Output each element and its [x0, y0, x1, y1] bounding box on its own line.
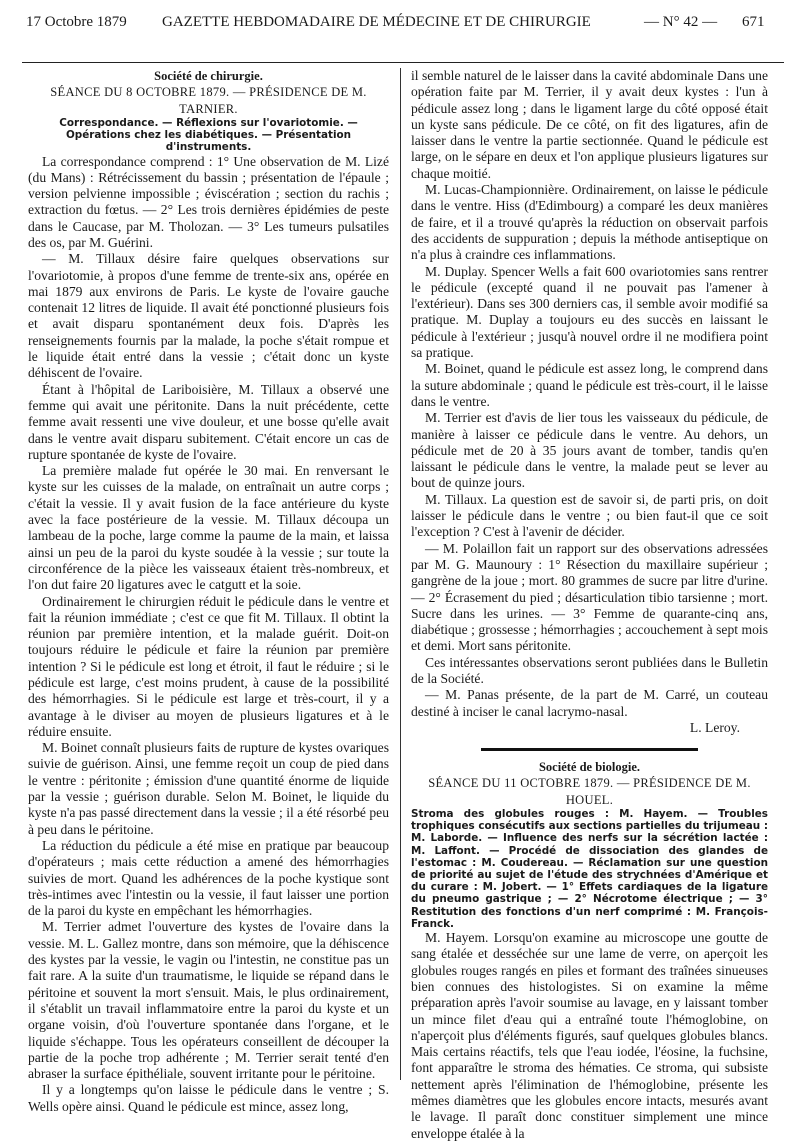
section-title-chirurgie: Société de chirurgie.: [154, 69, 263, 83]
session-summary: Correspondance. — Réflexions sur l'ovariotomie. — Opérations chez les diabétiques. — Présentation d'instruments.: [59, 116, 358, 154]
paragraph: — M. Panas présente, de la part de M. Carré, un couteau destiné à inciser le canal lacrymo-nasal.: [411, 687, 768, 719]
paragraph: La correspondance comprend : 1° Une observation de M. Lizé (du Mans) : Rétrécissement du bassin ; présentation de l'épaule ; version pelvienne impossible ; éviscération ; section du rachis ; extraction du fœtus. — 2° Les trois dernières épidémies de peste dans le Caucase, par M. Tholozan. — 3° Les tumeurs pulsatiles des os, par M. Guérini.: [28, 153, 389, 250]
page-header: [22, 12, 784, 34]
right-column: [411, 68, 768, 1142]
paragraph: M. Boinet, quand le pédicule est assez long, le comprend dans la suture abdominale ; quand le pédicule est très-court, il le laisse dans le ventre.: [411, 361, 768, 409]
paragraph: Étant à l'hôpital de Lariboisière, M. Tillaux a observé une femme qui avait une péritonite. Dans la nuit précédente, cette femme avait ressenti une vive douleur, et une bosse qu'elle avait dans le ventre avait disparu subitement. C'était encore un cas de rupture spontanée de kyste de l'ovaire.: [28, 381, 389, 462]
paragraph: M. Boinet connaît plusieurs faits de rupture de kystes ovariques suivie de guérison. Ainsi, une femme reçoit un coup de pied dans le ventre : péritonite ; émission d'une quantité énorme de liquide par la vessie ; guérison durable. Selon M. Boinet, le liquide du kyste n'a pas passé directement dans la vessie ; il a été résorbé peu à peu dans le péritoine.: [28, 740, 389, 837]
session-summary: Stroma des globules rouges : M. Hayem. — Troubles trophiques consécutifs aux sections partielles du trijumeau : M. Laborde. — Influence des nerfs sur la sécrétion lactée : M. Laffont. — Procédé de dissociation des glandes de l'estomac : M. Coudereau. — Réclamation sur une question de priorité au sujet de l'étude des strychnées d'Amérique et du curare : M. Jobert. — 1° Effets cardiaques de la ligature du pneumo gastrique ; — 2° Nécrotome électrique ; — 3° Restitution des fonctions d'un nerf comprimé : M. François-Franck.: [411, 808, 768, 930]
seance-heading: SÉANCE DU 8 OCTOBRE 1879. — PRÉSIDENCE DE M. TARNIER.: [50, 85, 367, 116]
header-date: 17 Octobre 1879: [26, 14, 127, 30]
header-rule: [22, 62, 784, 63]
section-rule: [481, 748, 698, 751]
paragraph: — M. Polaillon fait un rapport sur des observations adressées par M. G. Maunoury : 1° Résection du maxillaire supérieur ; gangrène de la joue ; mort. 80 grammes de sucre par litre d'urine. — 2° Écrasement du pied ; désarticulation tibio tarsienne ; mort. Sucre dans les urines. — 3° Femme de quarante-cinq ans, diabétique ; grossesse ; hémorrhagies ; accouchement à sept mois et demi. Mort sans péritonite.: [411, 540, 768, 654]
seance-heading: SÉANCE DU 11 OCTOBRE 1879. — PRÉSIDENCE DE M. HOUEL.: [428, 776, 751, 807]
left-column: [28, 68, 389, 1115]
paragraph: M. Hayem. Lorsqu'on examine au microscope une goutte de sang étalée et desséchée sur une lame de verre, on aperçoit les globules rouges rangés en piles et formant des traînées sinueuses bien connues des histologistes. Si on examine la même préparation après l'avoir soumise au lavage, en y laissant tomber un mince filet d'eau qui a entraîné toute l'hémoglobine, on n'aperçoit plus d'éléments figurés, sauf quelques globules blancs. Mais certains réactifs, tels que l'eau iodée, l'éosine, la fuchsine, font apparaître le stroma des hématies. Ce stroma, qui subsiste nettement après l'élimination de l'hémoglobine, présente les mêmes diamètres que les globules encore intacts, mesurés avant le lavage. Il paraît donc constituer simplement une mince enveloppe étalée à la: [411, 930, 768, 1141]
page-number: 671: [742, 14, 765, 30]
column-divider: [400, 68, 401, 1080]
paragraph: Ces intéressantes observations seront publiées dans le Bulletin de la Société.: [411, 654, 768, 686]
issue-number: — N° 42 —: [644, 14, 718, 30]
paragraph: M. Terrier admet l'ouverture des kystes de l'ovaire dans la vessie. M. L. Gallez montre, dans son mémoire, que la déhiscence des kystes par la vessie, le vagin ou l'intestin, ne constitue pas un fait rare. A la suite d'un traumatisme, le liquide se répand dans le péritoine et souvent la mort s'ensuit. Mais, le plus ordinairement, il s'établit un travail inflammatoire entre la paroi du kyste et un organe voisin, d'où l'ouverture spontanée dans l'organe, et le liquide s'échappe. Tous les opérateurs conseillent de découper la partie de la poche trop adhérente ; M. Terrier serait tenté d'en abraser la surface épithéliale, souvent irritante pour le péritoine.: [28, 919, 389, 1082]
paragraph: — M. Tillaux désire faire quelques observations sur l'ovariotomie, à propos d'une femme de trente-six ans, opérée en mai 1879 aux environs de Paris. Le kyste de l'ovaire gauche contenait 12 litres de liquide. Il avait été ponctionné plusieurs fois et avait disparu spontanément deux fois. D'après les renseignements fournis par la malade, la poche s'était rompue et le liquide était entré dans la vessie ; c'était donc un kyste déhiscent de l'ovaire.: [28, 251, 389, 381]
paragraph: M. Lucas-Championnière. Ordinairement, on laisse le pédicule dans le ventre. Hiss (d'Edimbourg) a comparé les deux manières de faire, et il a trouvé qu'après la réduction on observait parfois des accidents de suppuration ; depuis la méthode antiseptique on n'a plus à craindre ces inflammations.: [411, 182, 768, 263]
paragraph: Ordinairement le chirurgien réduit le pédicule dans le ventre et fait la réunion immédiate ; c'est ce que fit M. Tillaux. Il obtint la réunion par première intention, et la malade guérit. Doit-on toujours réduire le pédicule et faire la réunion par première intention ? Si le pédicule est long et étroit, il faut le réduire ; si le pédicule est large, c'est moins prudent, à cause de la possibilité des hémorrhagies. Si le pédicule est large et très-court, il y a avantage à le diviser au moyen de plusieurs ligatures et à le réduire ensuite.: [28, 593, 389, 739]
paragraph: M. Duplay. Spencer Wells a fait 600 ovariotomies sans rentrer le pédicule (excepté quand il ne pouvait pas l'amener à l'extérieur). Dans ses 300 derniers cas, il semble avoir modifié sa pratique. M. Duplay a toujours eu des succès en laissant le pédicule à l'extérieur ; jusqu'à nouvel ordre il ne modifiera point sa pratique.: [411, 263, 768, 361]
paragraph: M. Tillaux. La question est de savoir si, de parti pris, on doit laisser le pédicule dans le ventre ; ou bien faut-il que ce soit l'exception ? C'est à l'avenir de décider.: [411, 491, 768, 540]
paragraph: M. Terrier est d'avis de lier tous les vaisseaux du pédicule, de manière à laisser ce pédicule dans le ventre. Au dehors, un pédicule met de 20 à 35 jours avant de tomber, tandis qu'en laissant le pédicule dans le ventre, la malade peut se lever au bout de quinze jours.: [411, 410, 768, 491]
paragraph: La réduction du pédicule a été mise en pratique par beaucoup d'opérateurs ; mais cette réduction a amené des hémorrhagies suivies de mort. Quand les adhérences de la poche kystique sont très-intimes avec l'intestin ou la vessie, il faut laisser une portion de la paroi du kyste en empêchant les hémorrhagies.: [28, 837, 389, 919]
journal-title: GAZETTE HEBDOMADAIRE DE MÉDECINE ET DE CHIRURGIE: [162, 14, 591, 30]
section-title-biologie: Société de biologie.: [538, 760, 641, 775]
paragraph: il semble naturel de le laisser dans la cavité abdominale Dans une opération faite par M. Terrier, il y avait deux kystes : l'un à pédicule assez long ; dans le ligament large du côté opposé était un kyste sans pédicule. De ce côté, on fit des ligatures, afin de laisser dans le ventre la partie sectionnée. Quand le pédicule est large, on le sépare en deux et l'on applique plusieurs ligatures sur chaque moitié.: [411, 68, 768, 181]
paragraph: La première malade fut opérée le 30 mai. En renversant le kyste sur les cuisses de la malade, on entraînait un autre corps ; c'était la vessie. Il y avait fusion de la face antérieure du kyste avec la face postérieure de la vessie. M. Tillaux découpa un lambeau de la poche, large comme la paume de la main, et laissa ainsi un peu de la paroi du kyste soudée à la vessie ; sur toute la circonférence de la pièce les vaisseaux étaient très-nombreux, et l'on dut faire 20 ligatures avec le catgutt et la soie.: [28, 463, 389, 593]
signature: L. Leroy.: [689, 719, 740, 735]
paragraph: Il y a longtemps qu'on laisse le pédicule dans le ventre ; S. Wells opère ainsi. Quand le pédicule est mince, assez long,: [28, 1082, 389, 1114]
